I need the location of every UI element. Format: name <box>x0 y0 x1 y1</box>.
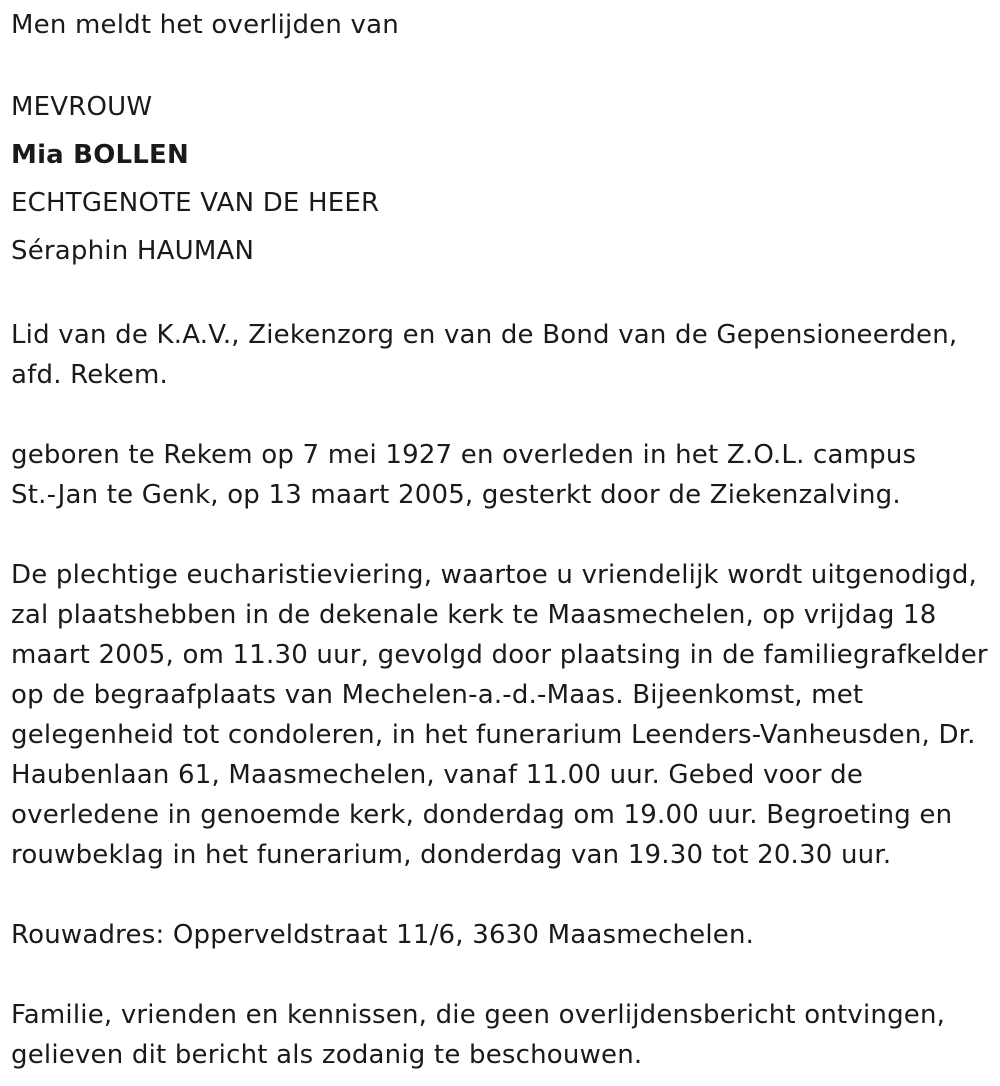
spacer <box>11 45 988 83</box>
membership-line: afd. Rekem. <box>11 360 168 390</box>
ceremony-line: op de begraafplaats van Mechelen-a.-d.-Maas. Bijeenkomst, met <box>11 680 864 710</box>
spacer <box>11 955 988 995</box>
ceremony-line: gelegenheid tot condoleren, in het funerarium Leenders-Vanheusden, Dr. <box>11 720 976 750</box>
spacer <box>11 515 988 555</box>
deceased-block <box>11 83 988 275</box>
ceremony-line: zal plaatshebben in de dekenale kerk te Maasmechelen, op vrijdag 18 <box>11 600 937 630</box>
ceremony-paragraph <box>11 555 988 875</box>
closing-line: Familie, vrienden en kennissen, die geen overlijdensbericht ontvingen, <box>11 1000 946 1030</box>
ceremony-line: overledene in genoemde kerk, donderdag om 19.00 uur. Begroeting en <box>11 800 953 830</box>
membership-paragraph <box>11 315 988 395</box>
closing-paragraph <box>11 995 988 1075</box>
spacer <box>11 275 988 315</box>
ceremony-line: rouwbeklag in het funerarium, donderdag van 19.30 tot 20.30 uur. <box>11 840 892 870</box>
birth-death-paragraph <box>11 435 988 515</box>
deceased-name: Mia BOLLEN <box>11 140 189 170</box>
closing-line: gelieven dit bericht als zodanig te beschouwen. <box>11 1040 643 1070</box>
birth-death-line: geboren te Rekem op 7 mei 1927 en overleden in het Z.O.L. campus <box>11 440 917 470</box>
spouse-name: Séraphin HAUMAN <box>11 236 255 266</box>
birth-death-line: St.-Jan te Genk, op 13 maart 2005, gesterkt door de Ziekenzalving. <box>11 480 901 510</box>
intro-text: Men meldt het overlijden van <box>11 10 399 40</box>
deceased-relation: ECHTGENOTE VAN DE HEER <box>11 188 380 218</box>
ceremony-line: De plechtige eucharistieviering, waartoe u vriendelijk wordt uitgenodigd, <box>11 560 977 590</box>
spacer <box>11 395 988 435</box>
deceased-title: MEVROUW <box>11 92 153 122</box>
ceremony-line: Haubenlaan 61, Maasmechelen, vanaf 11.00 uur. Gebed voor de <box>11 760 864 790</box>
ceremony-line: maart 2005, om 11.30 uur, gevolgd door plaatsing in de familiegrafkelder <box>11 640 988 670</box>
mourning-address: Rouwadres: Opperveldstraat 11/6, 3630 Maasmechelen. <box>11 920 755 950</box>
spacer <box>11 875 988 915</box>
membership-line: Lid van de K.A.V., Ziekenzorg en van de Bond van de Gepensioneerden, <box>11 320 958 350</box>
